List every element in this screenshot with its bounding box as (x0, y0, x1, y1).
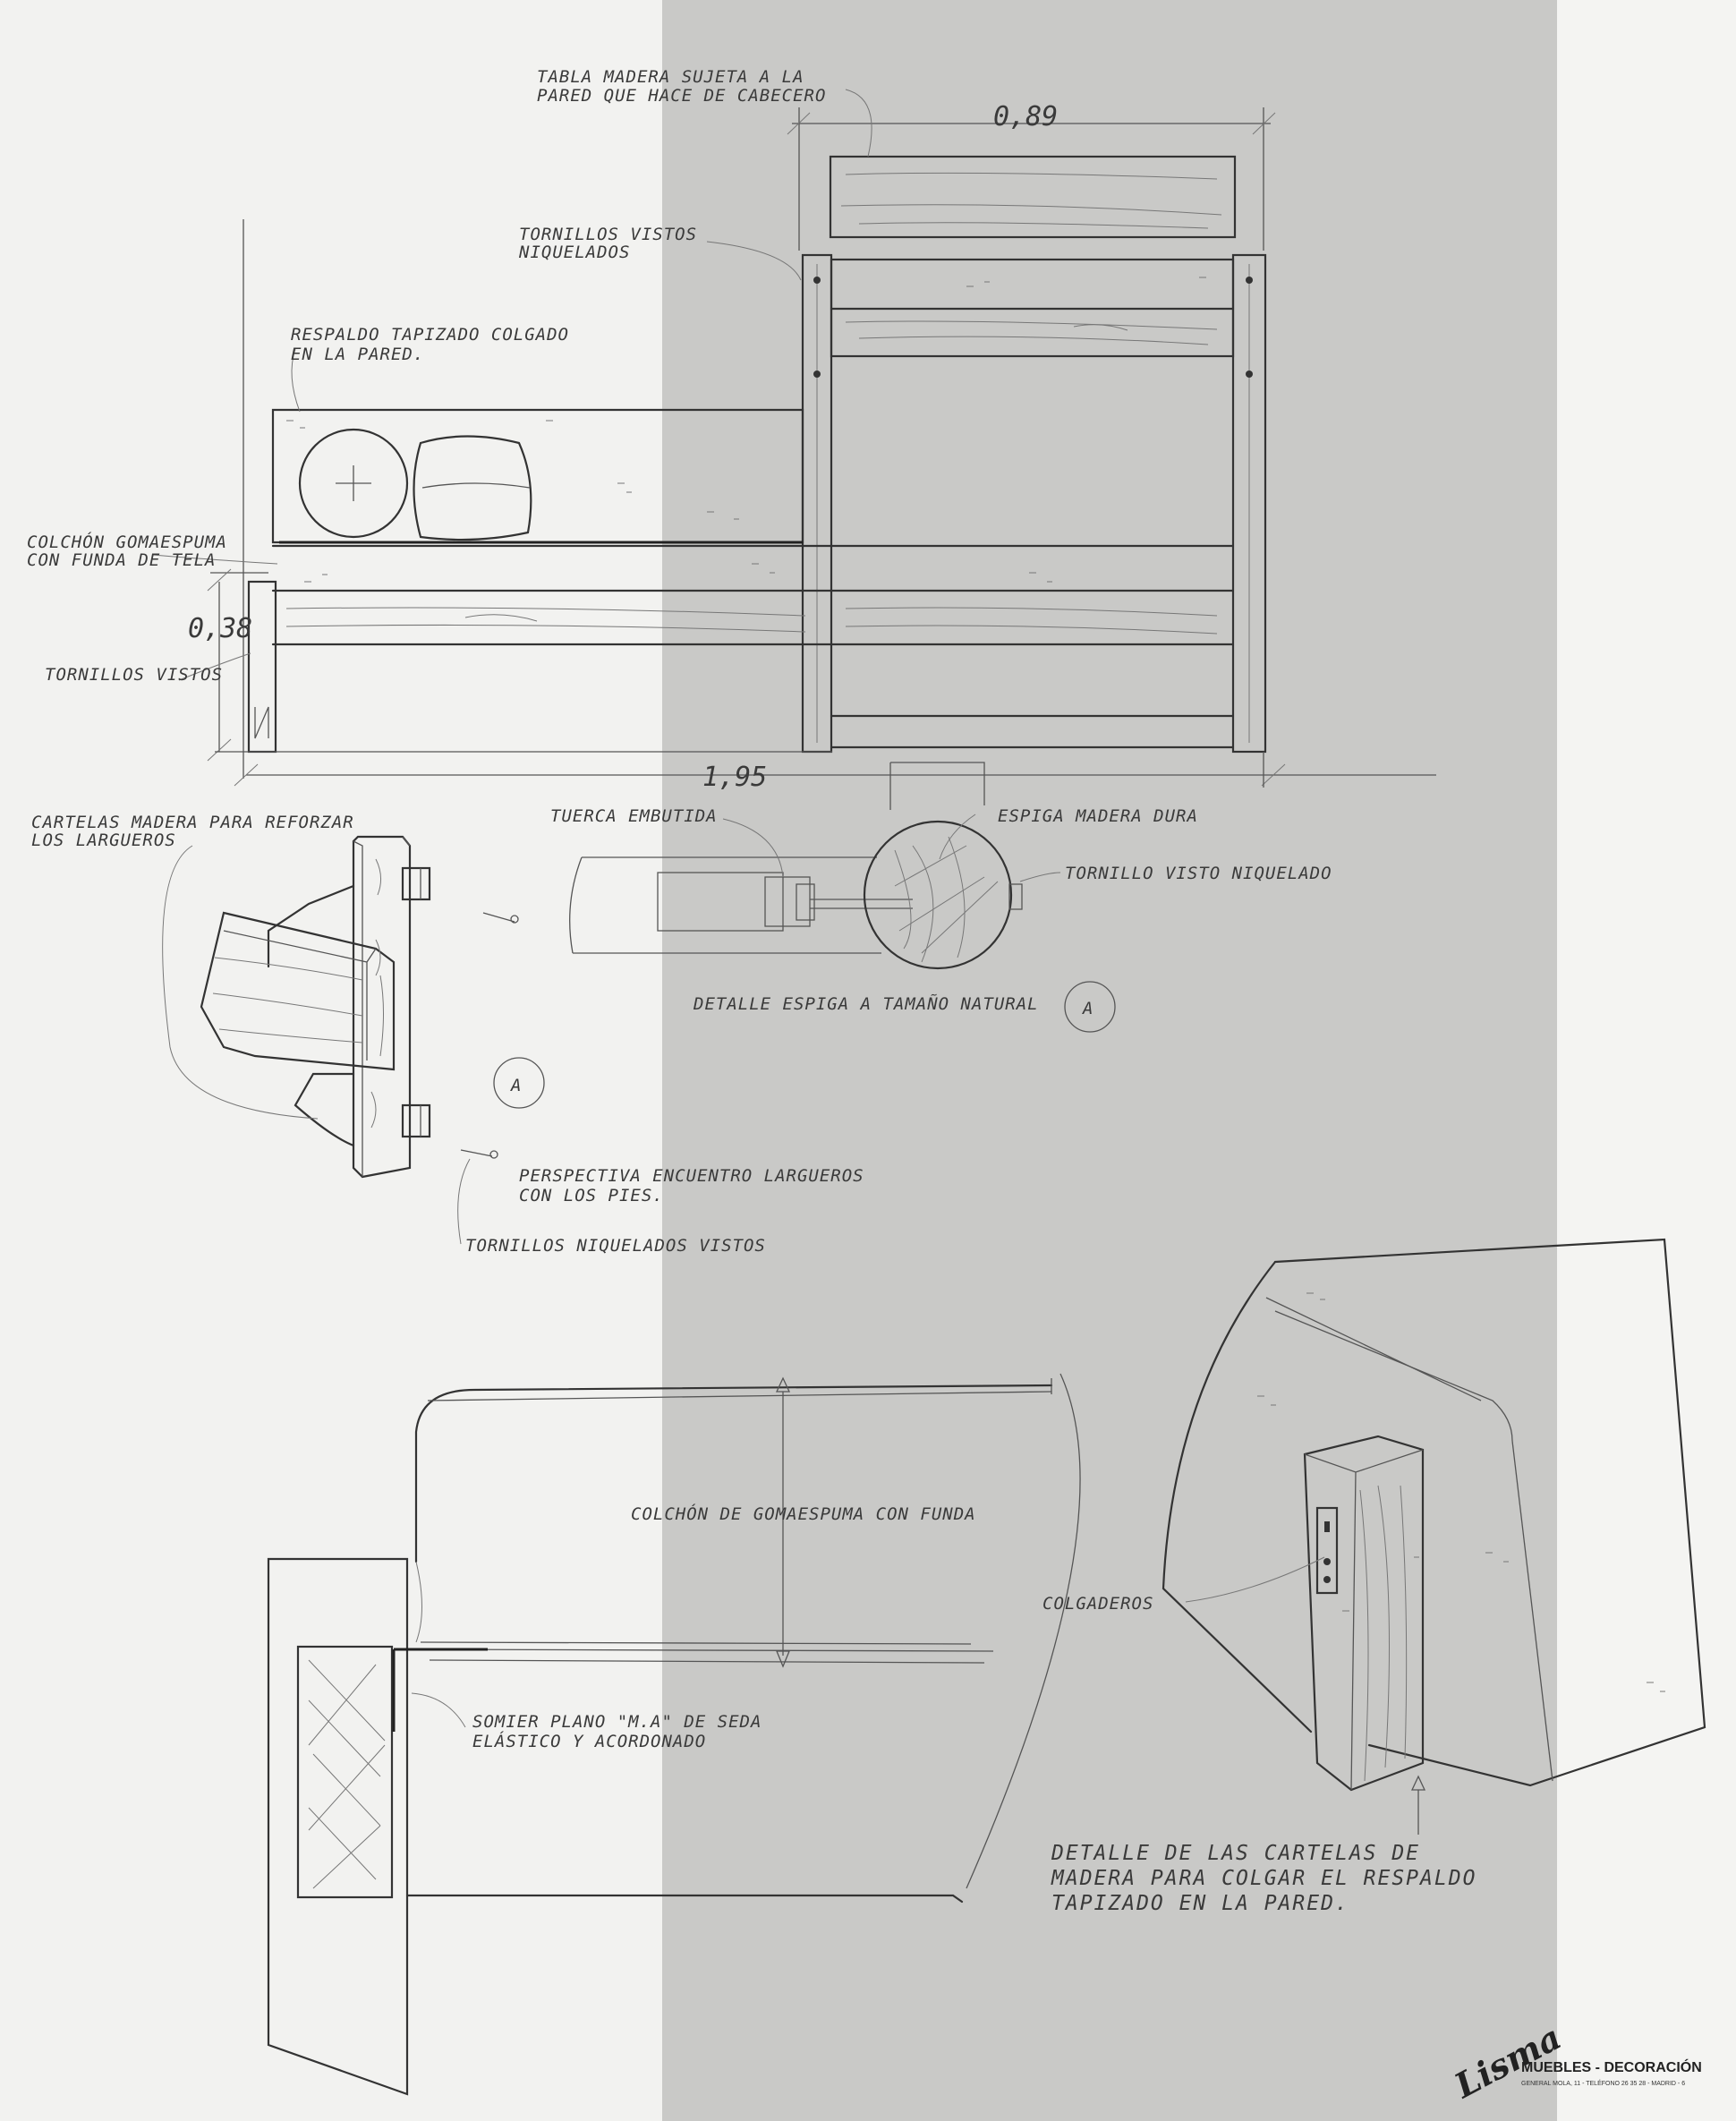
brand-address: GENERAL MOLA, 11 - TELÉFONO 26 35 28 - MADRID - 6 (1521, 2081, 1686, 2087)
label-colchon-gomaespuma-2: CON FUNDA DE TELA (27, 550, 217, 570)
brand-tagline: MUEBLES - DECORACIÓN (1521, 2060, 1702, 2075)
label-detalle-cartelas-2: MADERA PARA COLGAR EL RESPALDO (1051, 1867, 1477, 1890)
brand-logo: Lisma (1448, 2016, 1568, 2106)
label-cartelas-madera-2: LOS LARGUEROS (31, 831, 176, 850)
brand-stamp (1447, 2016, 1702, 2106)
label-tornillos-vistos-niquelados-2: NIQUELADOS (519, 243, 631, 262)
bed-elevation-drawing (152, 89, 1436, 788)
label-detalle-espiga: DETALLE ESPIGA A TAMAÑO NATURAL (694, 994, 1039, 1014)
label-tornillos-niquelados: TORNILLOS NIQUELADOS VISTOS (465, 1236, 766, 1256)
joint-perspective-drawing (163, 837, 544, 1244)
label-detalle-cartelas-3: TAPIZADO EN LA PARED. (1051, 1892, 1349, 1915)
label-respaldo-tapizado-2: EN LA PARED. (291, 345, 425, 364)
label-tuerca-embutida: TUERCA EMBUTIDA (550, 806, 718, 826)
label-somier-2: ELÁSTICO Y ACORDONADO (472, 1732, 707, 1751)
label-espiga-madera: ESPIGA MADERA DURA (998, 806, 1198, 826)
label-tornillos-vistos: TORNILLOS VISTOS (45, 665, 224, 685)
label-tornillo-visto: TORNILLO VISTO NIQUELADO (1065, 864, 1332, 883)
label-colgaderos: COLGADEROS (1042, 1594, 1154, 1614)
label-tabla-madera: TABLA MADERA SUJETA A LA (537, 67, 804, 87)
label-colchon-goma: COLCHÓN DE GOMAESPUMA CON FUNDA (631, 1504, 976, 1524)
dim-width-head: 0,89 (993, 101, 1059, 132)
spigot-detail-drawing (570, 762, 1115, 1032)
label-somier: SOMIER PLANO "M.A" DE SEDA (472, 1712, 762, 1732)
label-tabla-madera-2: PARED QUE HACE DE CABECERO (537, 86, 827, 106)
label-perspectiva: PERSPECTIVA ENCUENTRO LARGUEROS (519, 1166, 864, 1186)
bracket-perspective-drawing (966, 1239, 1705, 1888)
label-tornillos-vistos-niquelados: TORNILLOS VISTOS (519, 225, 698, 244)
label-colchon-gomaespuma: COLCHÓN GOMAESPUMA (27, 532, 227, 552)
dim-length: 1,95 (702, 762, 768, 793)
label-cartelas-madera: CARTELAS MADERA PARA REFORZAR (31, 813, 354, 832)
label-detalle-cartelas: DETALLE DE LAS CARTELAS DE (1051, 1842, 1421, 1865)
label-perspectiva-2: CON LOS PIES. (519, 1186, 664, 1205)
dim-height: 0,38 (188, 613, 253, 644)
detail-marker-a-small: A (1083, 999, 1094, 1018)
detail-marker-a: A (511, 1076, 523, 1095)
label-respaldo-tapizado: RESPALDO TAPIZADO COLGADO (291, 325, 569, 345)
